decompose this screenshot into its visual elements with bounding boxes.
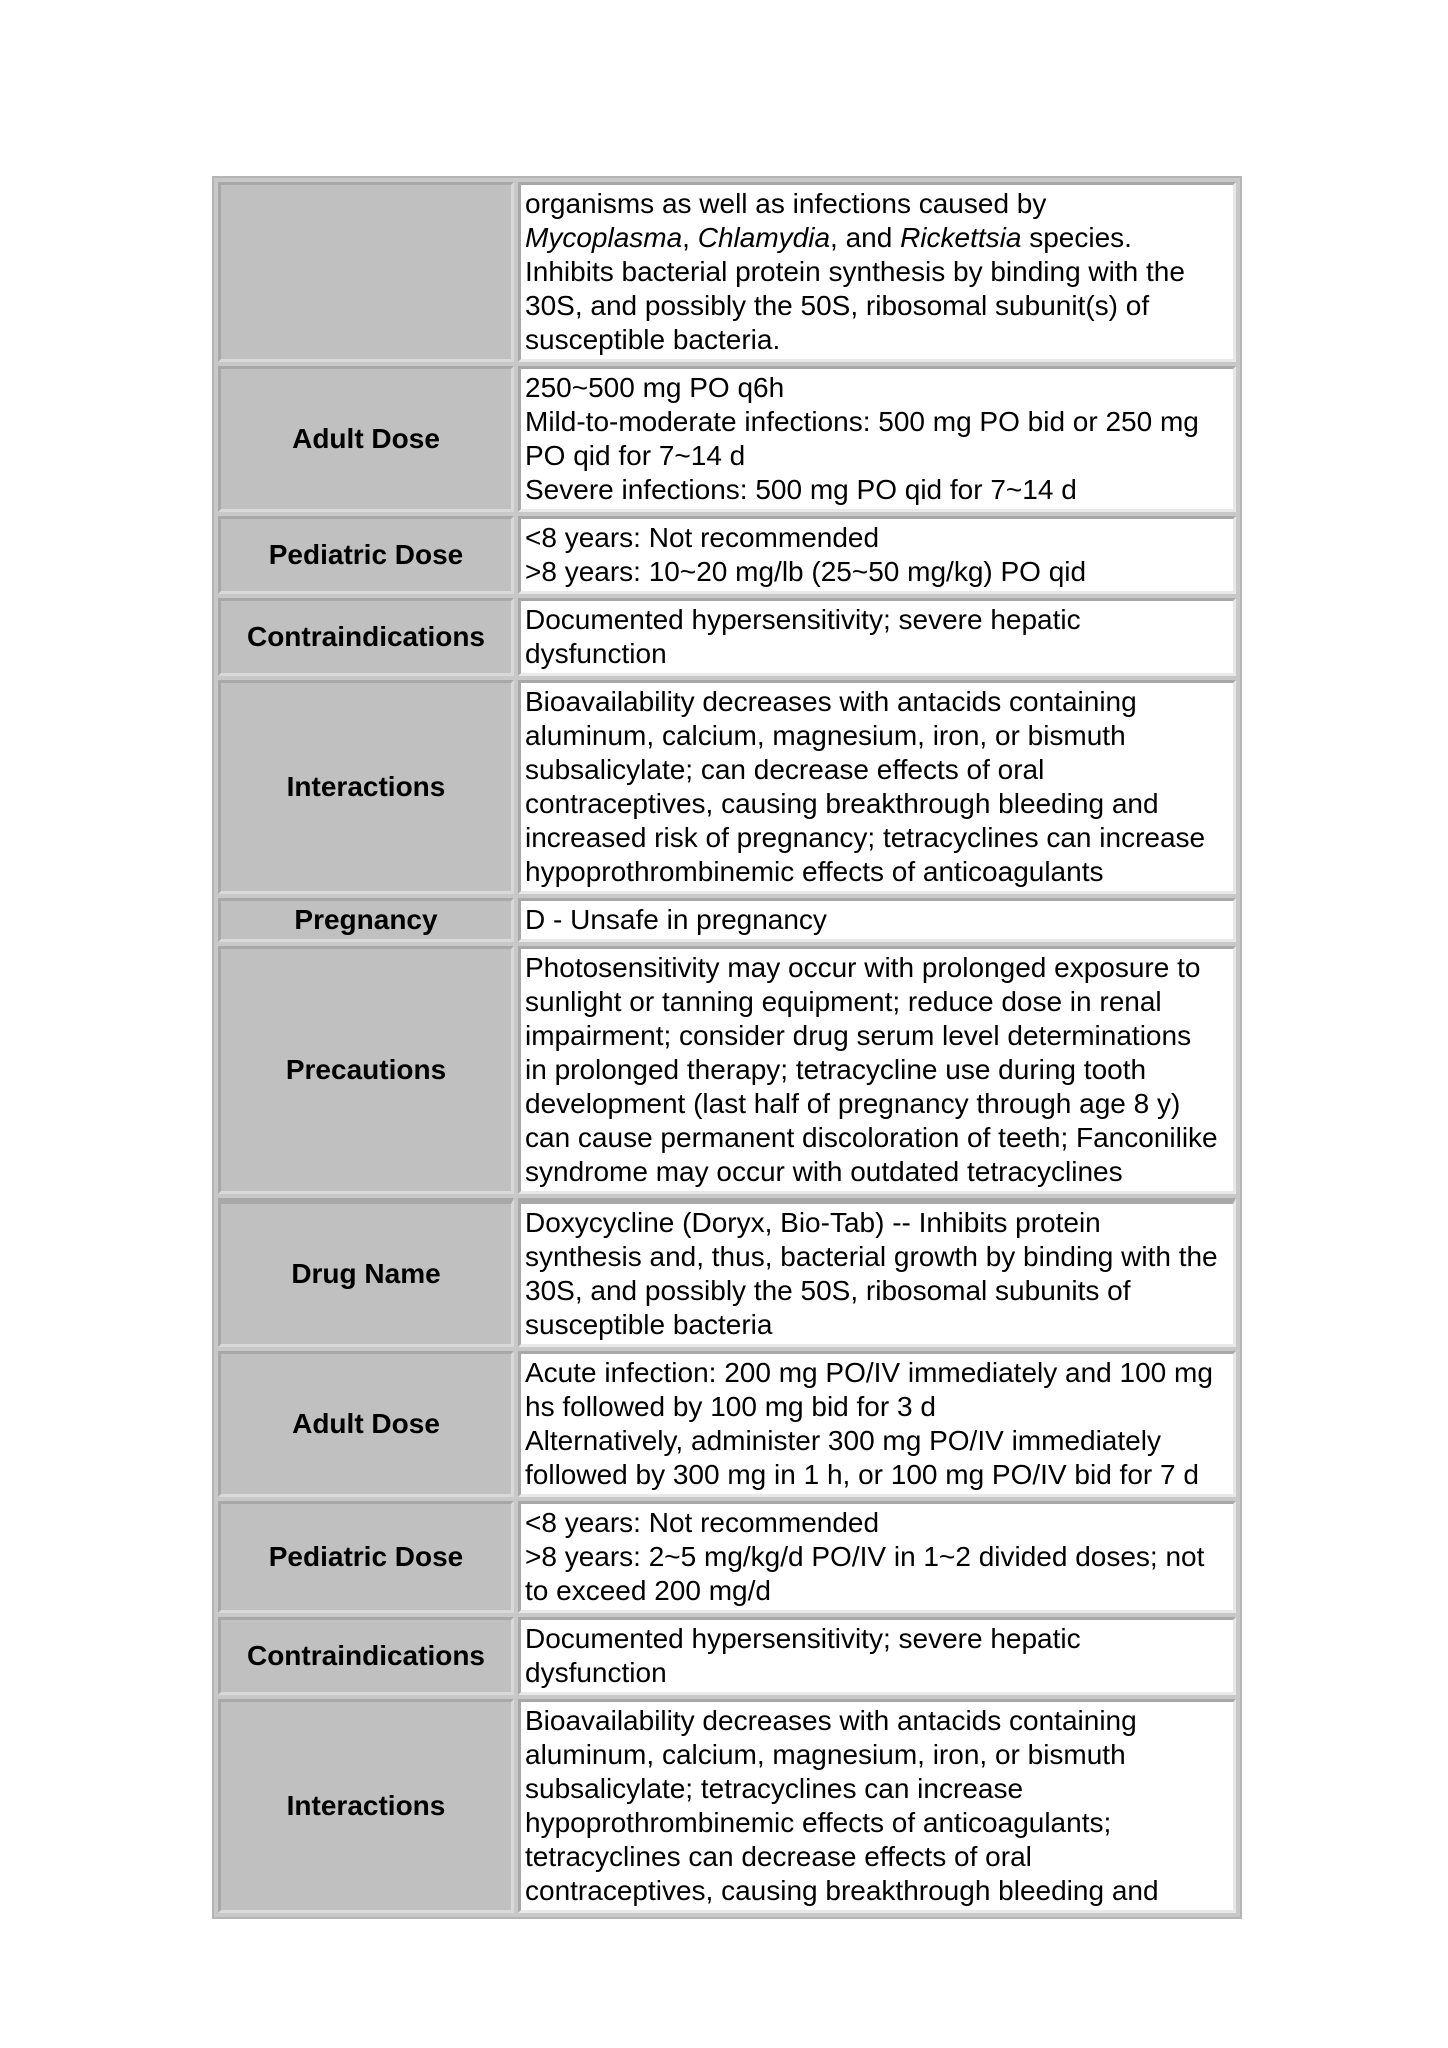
text-segment: hypoprothrombinemic effects of anticoagulants; bbox=[525, 1807, 1112, 1838]
text-segment: sunlight or tanning equipment; reduce dose in renal bbox=[525, 986, 1162, 1017]
value-line bbox=[525, 1506, 1229, 1540]
value-line bbox=[525, 719, 1229, 753]
text-segment: in prolonged therapy; tetracycline use during tooth bbox=[525, 1054, 1147, 1085]
text-segment: impairment; consider drug serum level determinations bbox=[525, 1020, 1192, 1051]
text-segment: Severe infections: 500 mg PO qid for 7~14 d bbox=[525, 474, 1077, 505]
value-line bbox=[525, 555, 1229, 589]
text-segment: susceptible bacteria. bbox=[525, 324, 781, 355]
text-segment: <8 years: Not recommended bbox=[525, 522, 880, 553]
row-value bbox=[518, 1501, 1236, 1613]
value-line bbox=[525, 473, 1229, 507]
text-segment: to exceed 200 mg/d bbox=[525, 1575, 771, 1606]
italic-text: Rickettsia bbox=[900, 222, 1022, 253]
row-value bbox=[518, 1699, 1236, 1913]
value-line bbox=[525, 1874, 1229, 1908]
value-line bbox=[525, 221, 1229, 255]
text-segment: Mild-to-moderate infections: 500 mg PO bid or 250 mg bbox=[525, 406, 1199, 437]
text-segment: Bioavailability decreases with antacids containing bbox=[525, 686, 1137, 717]
value-line bbox=[525, 1087, 1229, 1121]
drug-info-table bbox=[212, 176, 1242, 1919]
row-value bbox=[518, 1351, 1236, 1497]
text-segment: Photosensitivity may occur with prolonged exposure to bbox=[525, 952, 1201, 983]
text-segment: Documented hypersensitivity; severe hepatic bbox=[525, 1623, 1081, 1654]
row-value bbox=[518, 946, 1236, 1194]
value-line bbox=[525, 753, 1229, 787]
text-segment: development (last half of pregnancy through age 8 y) bbox=[525, 1088, 1181, 1119]
row-label: Adult Dose bbox=[218, 366, 514, 512]
drug-info-table-body bbox=[218, 182, 1236, 1913]
row-value bbox=[518, 598, 1236, 676]
text-segment: <8 years: Not recommended bbox=[525, 1507, 880, 1538]
value-line bbox=[525, 1390, 1229, 1424]
table-row bbox=[218, 1617, 1236, 1695]
row-value bbox=[518, 366, 1236, 512]
row-value bbox=[518, 680, 1236, 894]
text-segment: subsalicylate; tetracyclines can increase bbox=[525, 1773, 1024, 1804]
table-row bbox=[218, 946, 1236, 1194]
text-segment: Acute infection: 200 mg PO/IV immediately and 100 mg bbox=[525, 1357, 1213, 1388]
text-segment: contraceptives, causing breakthrough bleeding and bbox=[525, 1875, 1159, 1906]
value-line bbox=[525, 603, 1229, 637]
value-line bbox=[525, 1206, 1229, 1240]
table-row bbox=[218, 898, 1236, 942]
value-line bbox=[525, 685, 1229, 719]
value-line bbox=[525, 405, 1229, 439]
text-segment: , and bbox=[830, 222, 901, 253]
text-segment: followed by 300 mg in 1 h, or 100 mg PO/IV bid for 7 d bbox=[525, 1459, 1199, 1490]
value-line bbox=[525, 1772, 1229, 1806]
row-label: Pregnancy bbox=[218, 898, 514, 942]
value-line bbox=[525, 1274, 1229, 1308]
row-label: Contraindications bbox=[218, 1617, 514, 1695]
value-line bbox=[525, 323, 1229, 357]
value-line bbox=[525, 985, 1229, 1019]
text-segment: dysfunction bbox=[525, 1657, 667, 1688]
text-segment: , bbox=[682, 222, 698, 253]
table-row bbox=[218, 1699, 1236, 1913]
text-segment: 30S, and possibly the 50S, ribosomal subunits of bbox=[525, 1275, 1131, 1306]
text-segment: Inhibits bacterial protein synthesis by binding with the bbox=[525, 256, 1185, 287]
text-segment: can cause permanent discoloration of teeth; Fanconilike bbox=[525, 1122, 1218, 1153]
value-line bbox=[525, 1155, 1229, 1189]
text-segment: Alternatively, administer 300 mg PO/IV immediately bbox=[525, 1425, 1161, 1456]
value-line bbox=[525, 1622, 1229, 1656]
text-segment: syndrome may occur with outdated tetracyclines bbox=[525, 1156, 1123, 1187]
table-row bbox=[218, 598, 1236, 676]
text-segment: susceptible bacteria bbox=[525, 1309, 773, 1340]
row-value bbox=[518, 898, 1236, 942]
row-label bbox=[218, 182, 514, 362]
table-row bbox=[218, 182, 1236, 362]
text-segment: increased risk of pregnancy; tetracyclines can increase bbox=[525, 822, 1206, 853]
value-line bbox=[525, 855, 1229, 889]
row-label: Precautions bbox=[218, 946, 514, 1194]
text-segment: 30S, and possibly the 50S, ribosomal subunit(s) of bbox=[525, 290, 1150, 321]
value-line bbox=[525, 1704, 1229, 1738]
row-label: Adult Dose bbox=[218, 1351, 514, 1497]
value-line bbox=[525, 439, 1229, 473]
value-line bbox=[525, 521, 1229, 555]
text-segment: 250~500 mg PO q6h bbox=[525, 372, 785, 403]
italic-text: Chlamydia bbox=[697, 222, 831, 253]
row-label: Pediatric Dose bbox=[218, 1501, 514, 1613]
value-line bbox=[525, 1656, 1229, 1690]
row-label: Pediatric Dose bbox=[218, 516, 514, 594]
value-line bbox=[525, 1121, 1229, 1155]
row-label: Drug Name bbox=[218, 1198, 514, 1347]
text-segment: subsalicylate; can decrease effects of oral bbox=[525, 754, 1045, 785]
row-value bbox=[518, 1198, 1236, 1347]
value-line bbox=[525, 1458, 1229, 1492]
text-segment: hypoprothrombinemic effects of anticoagulants bbox=[525, 856, 1104, 887]
value-line bbox=[525, 903, 1229, 937]
value-line bbox=[525, 255, 1229, 289]
value-line bbox=[525, 637, 1229, 671]
row-value bbox=[518, 182, 1236, 362]
value-line bbox=[525, 1240, 1229, 1274]
italic-text: Mycoplasma bbox=[525, 222, 683, 253]
value-line bbox=[525, 1356, 1229, 1390]
value-line bbox=[525, 1053, 1229, 1087]
value-line bbox=[525, 371, 1229, 405]
value-line bbox=[525, 1540, 1229, 1574]
text-segment: hs followed by 100 mg bid for 3 d bbox=[525, 1391, 936, 1422]
value-line bbox=[525, 1840, 1229, 1874]
value-line bbox=[525, 1738, 1229, 1772]
text-segment: >8 years: 10~20 mg/lb (25~50 mg/kg) PO qid bbox=[525, 556, 1087, 587]
text-segment: Bioavailability decreases with antacids containing bbox=[525, 1705, 1137, 1736]
table-row bbox=[218, 366, 1236, 512]
row-label: Contraindications bbox=[218, 598, 514, 676]
drug-info-table-container bbox=[212, 176, 1242, 1919]
text-segment: tetracyclines can decrease effects of oral bbox=[525, 1841, 1032, 1872]
table-row bbox=[218, 1351, 1236, 1497]
text-segment: aluminum, calcium, magnesium, iron, or bismuth bbox=[525, 1739, 1126, 1770]
value-line bbox=[525, 1806, 1229, 1840]
text-segment: Doxycycline (Doryx, Bio-Tab) -- Inhibits protein bbox=[525, 1207, 1101, 1238]
text-segment: aluminum, calcium, magnesium, iron, or bismuth bbox=[525, 720, 1126, 751]
value-line bbox=[525, 951, 1229, 985]
row-label: Interactions bbox=[218, 1699, 514, 1913]
row-label: Interactions bbox=[218, 680, 514, 894]
value-line bbox=[525, 1019, 1229, 1053]
text-segment: synthesis and, thus, bacterial growth by binding with the bbox=[525, 1241, 1218, 1272]
row-value bbox=[518, 516, 1236, 594]
text-segment: species. bbox=[1021, 222, 1132, 253]
value-line bbox=[525, 821, 1229, 855]
value-line bbox=[525, 1574, 1229, 1608]
text-segment: contraceptives, causing breakthrough bleeding and bbox=[525, 788, 1159, 819]
value-line bbox=[525, 1308, 1229, 1342]
value-line bbox=[525, 1424, 1229, 1458]
row-value bbox=[518, 1617, 1236, 1695]
table-row bbox=[218, 516, 1236, 594]
text-segment: >8 years: 2~5 mg/kg/d PO/IV in 1~2 divided doses; not bbox=[525, 1541, 1205, 1572]
value-line bbox=[525, 187, 1229, 221]
value-line bbox=[525, 787, 1229, 821]
table-row bbox=[218, 680, 1236, 894]
value-line bbox=[525, 289, 1229, 323]
table-row bbox=[218, 1501, 1236, 1613]
text-segment: PO qid for 7~14 d bbox=[525, 440, 746, 471]
text-segment: D - Unsafe in pregnancy bbox=[525, 904, 827, 935]
text-segment: organisms as well as infections caused by bbox=[525, 188, 1047, 219]
text-segment: dysfunction bbox=[525, 638, 667, 669]
table-row bbox=[218, 1198, 1236, 1347]
text-segment: Documented hypersensitivity; severe hepatic bbox=[525, 604, 1081, 635]
